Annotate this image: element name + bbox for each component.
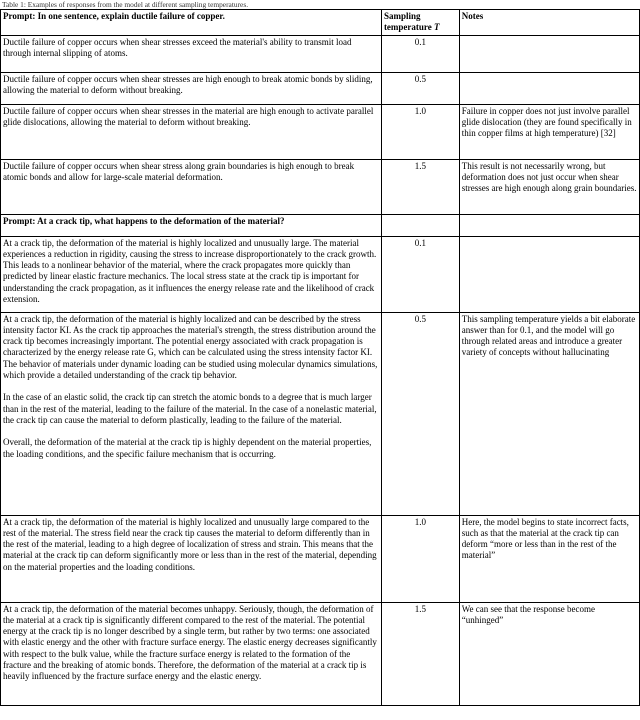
table-row	[1, 515, 640, 602]
response-cell	[1, 312, 382, 515]
prompt-2-header: Prompt: At a crack tip, what happens to the deformation of the material?	[1, 214, 382, 236]
note-cell: This result is not necessarily wrong, but deformation does not just occur when shear stresses are high enough along grain boundaries.	[459, 159, 639, 214]
temperature-symbol: T	[434, 22, 440, 33]
table-row	[1, 312, 640, 515]
temperature-cell: 1.5	[381, 602, 459, 705]
table-row	[1, 602, 640, 705]
note-cell	[459, 236, 639, 312]
response-paragraph: At a crack tip, the deformation of the material is highly localized and unusually large compared to the rest of the material. The stress field near the crack tip causes the material to deform differently than in the rest of the material, leading to a high degree of localization of stress and strain. This means that the material at the crack tip can deform significantly more or less than in the rest of the material, depending on the material properties and the loading conditions.	[3, 516, 377, 572]
prompt-2-row	[1, 214, 640, 236]
table-row	[1, 159, 640, 214]
responses-table	[0, 9, 640, 706]
header-row	[1, 10, 640, 36]
response-cell	[1, 602, 382, 705]
temperature-cell: 1.0	[381, 104, 459, 159]
response-paragraph: At a crack tip, the deformation of the material becomes unhappy. Seriously, though, the deformation of the material at a crack tip is significantly different compared to the rest of the material. The potential energy at the crack tip is no longer described by a single term, but rather by two terms: one associated with elastic energy and the other with fracture surface energy. The elastic energy decreases significantly with respect to the bulk value, while the fracture surface energy is related to the formation of the fracture and the breaking of atomic bonds. Therefore, the deformation of the material at a crack tip is heavily influenced by the fracture surface energy and the elastic energy.	[3, 603, 377, 682]
response-paragraph: At a crack tip, the deformation of the material is highly localized and unusually large. The material experiences a reduction in rigidity, causing the stress to increase disproportionately to the crack growth. This leads to a nonlinear behavior of the material, where the crack propagates more quickly than predicted by linear elastic fracture mechanics. The local stress state at the crack tip is important for understanding the crack propagation, as it influences the energy release rate and the likelihood of crack extension.	[3, 237, 377, 305]
temperature-cell-empty	[381, 214, 459, 236]
table-caption: Table 1: Examples of responses from the model at different sampling temperatures.	[2, 0, 249, 9]
prompt-1-header: Prompt: In one sentence, explain ductile failure of copper.	[1, 10, 382, 36]
note-cell: We can see that the response become “unhinged”	[459, 602, 639, 705]
response-cell: Ductile failure of copper occurs when shear stress along grain boundaries is high enough to break atomic bonds and allow for large-scale material deformation.	[1, 159, 382, 214]
response-paragraph: Overall, the deformation of the material at the crack tip is highly dependent on the material properties, the loading conditions, and the specific failure mechanism that is occurring.	[3, 437, 372, 459]
temperature-cell: 0.5	[381, 312, 459, 515]
note-cell: Failure in copper does not just involve parallel glide dislocation (they are found specifically in thin copper films at high temperature) [32]	[459, 104, 639, 159]
note-cell: Here, the model begins to state incorrect facts, such as that the material at the crack tip can deform “more or less than in the rest of the material”	[459, 515, 639, 602]
temperature-cell: 0.1	[381, 236, 459, 312]
table-row	[1, 104, 640, 159]
temperature-header-line1: Sampling	[383, 11, 421, 21]
notes-header: Notes	[459, 10, 639, 36]
table-row	[1, 72, 640, 104]
note-cell	[459, 72, 639, 104]
temperature-cell: 1.5	[381, 159, 459, 214]
response-cell: Ductile failure of copper occurs when shear stresses are high enough to break atomic bonds by sliding, allowing the material to deform without breaking.	[1, 72, 382, 104]
temperature-header	[381, 10, 459, 36]
temperature-header-line2: temperature	[383, 22, 432, 33]
table-row	[1, 236, 640, 312]
response-cell	[1, 515, 382, 602]
note-cell-empty	[459, 214, 639, 236]
response-cell: Ductile failure of copper occurs when shear stresses in the material are high enough to activate parallel glide dislocations, allowing the material to deform without breaking.	[1, 104, 382, 159]
table-row	[1, 35, 640, 72]
response-cell	[1, 236, 382, 312]
temperature-cell: 0.1	[381, 35, 459, 72]
response-paragraph: At a crack tip, the deformation of the material is highly localized and can be described by the stress intensity factor KI. As the crack tip approaches the material's strength, the stress distribution around the crack tip becomes increasingly important. The potential energy associated with crack propagation is characterized by the energy release rate G, which can be calculated using the stress intensity factor KI. The behavior of materials under dynamic loading can be studied using molecular dynamics simulations, which provide a detailed understanding of the crack tip behavior.	[3, 313, 378, 381]
response-paragraph: In the case of an elastic solid, the crack tip can stretch the atomic bonds to a degree that is much larger than in the rest of the material, leading to the failure of the material. In the case of a nonelastic material, the crack tip can cause the material to deform plastically, leading to the failure of the material.	[3, 392, 377, 425]
note-cell	[459, 35, 639, 72]
temperature-cell: 1.0	[381, 515, 459, 602]
temperature-cell: 0.5	[381, 72, 459, 104]
response-cell: Ductile failure of copper occurs when shear stresses exceed the material's ability to transmit load through internal slipping of atoms.	[1, 35, 382, 72]
note-cell: This sampling temperature yields a bit elaborate answer than for 0.1, and the model will go through related areas and introduce a greater variety of concepts without hallucinating	[459, 312, 639, 515]
